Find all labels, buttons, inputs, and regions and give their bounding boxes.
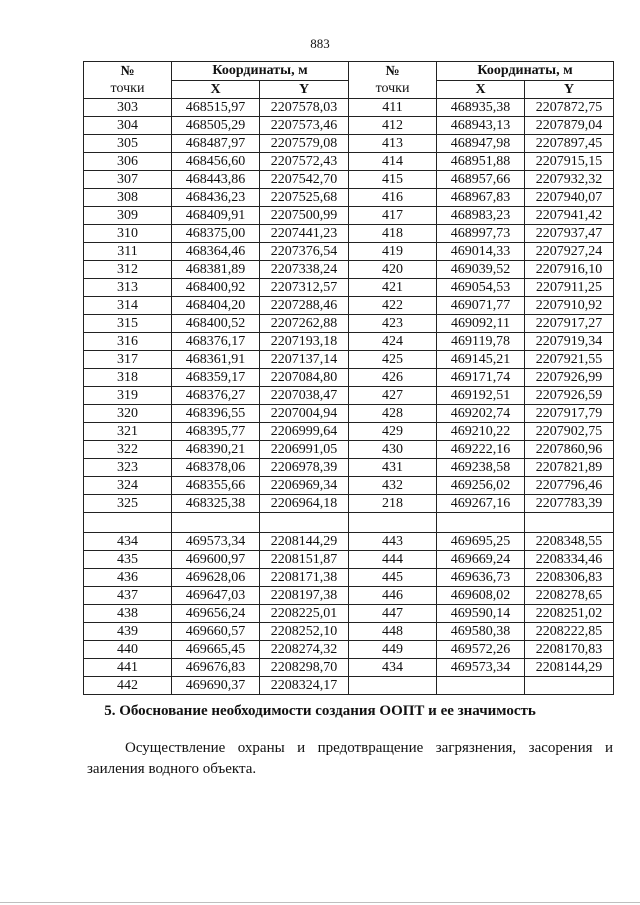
table-row [84, 494, 614, 512]
right-y-coordinate-cell: 2207937,47 [525, 224, 614, 242]
header-point-number-right: № [349, 62, 437, 81]
left-x-coordinate-cell: 468375,00 [172, 224, 260, 242]
table-row [84, 622, 614, 640]
left-point-number-cell: 435 [84, 550, 172, 568]
right-x-coordinate-cell: 469695,25 [437, 532, 525, 550]
left-point-number-cell: 311 [84, 242, 172, 260]
right-point-number-cell: 421 [349, 278, 437, 296]
left-point-number-cell: 320 [84, 404, 172, 422]
right-x-coordinate-cell: 468957,66 [437, 170, 525, 188]
right-x-coordinate-cell: 469669,24 [437, 550, 525, 568]
right-point-number-cell: 418 [349, 224, 437, 242]
right-point-number-cell: 447 [349, 604, 437, 622]
coordinates-table-body [84, 98, 614, 694]
right-x-coordinate-cell: 469590,14 [437, 604, 525, 622]
section-paragraph: Осуществление охраны и предотвращение загрязнения, засорения и заиления водного объекта. [87, 740, 613, 777]
left-point-number-cell: 303 [84, 98, 172, 116]
left-x-coordinate-cell: 468381,89 [172, 260, 260, 278]
right-point-number-cell: 428 [349, 404, 437, 422]
right-y-coordinate-cell: 2207860,96 [525, 440, 614, 458]
left-y-coordinate-cell: 2206999,64 [260, 422, 349, 440]
right-x-coordinate-cell: 469256,02 [437, 476, 525, 494]
right-point-number-cell: 445 [349, 568, 437, 586]
left-point-number-cell: 312 [84, 260, 172, 278]
right-y-coordinate-cell: 2207917,27 [525, 314, 614, 332]
right-point-number-cell: 413 [349, 134, 437, 152]
right-point-number-cell: 424 [349, 332, 437, 350]
left-y-coordinate-cell: 2207312,57 [260, 278, 349, 296]
left-y-coordinate-cell: 2207262,88 [260, 314, 349, 332]
left-y-coordinate-cell: 2207500,99 [260, 206, 349, 224]
left-y-coordinate-cell: 2208151,87 [260, 550, 349, 568]
table-row [84, 98, 614, 116]
left-y-coordinate-cell: 2207137,14 [260, 350, 349, 368]
left-y-coordinate-cell: 2208171,38 [260, 568, 349, 586]
left-point-number-cell: 310 [84, 224, 172, 242]
right-y-coordinate-cell: 2208251,02 [525, 604, 614, 622]
table-row [84, 278, 614, 296]
right-point-number-cell: 444 [349, 550, 437, 568]
right-point-number-cell: 432 [349, 476, 437, 494]
right-x-coordinate-cell: 469573,34 [437, 658, 525, 676]
left-x-coordinate-cell: 469656,24 [172, 604, 260, 622]
left-point-number-cell: 325 [84, 494, 172, 512]
header-point-number-left: № [84, 62, 172, 81]
right-x-coordinate-cell: 469580,38 [437, 622, 525, 640]
left-x-coordinate-cell: 468404,20 [172, 296, 260, 314]
right-y-coordinate-cell: 2207911,25 [525, 278, 614, 296]
left-point-number-cell: 305 [84, 134, 172, 152]
left-y-coordinate-cell: 2207572,43 [260, 152, 349, 170]
right-x-coordinate-cell: 469608,02 [437, 586, 525, 604]
right-x-coordinate-cell: 468951,88 [437, 152, 525, 170]
right-point-number-cell: 434 [349, 658, 437, 676]
right-x-coordinate-cell: 469202,74 [437, 404, 525, 422]
left-point-number-cell: 434 [84, 532, 172, 550]
scan-edge-line [0, 902, 640, 903]
left-point-number-cell: 306 [84, 152, 172, 170]
right-x-coordinate-cell: 469145,21 [437, 350, 525, 368]
left-point-number-cell: 321 [84, 422, 172, 440]
left-x-coordinate-cell: 469690,37 [172, 676, 260, 694]
table-row [84, 440, 614, 458]
table-row [84, 314, 614, 332]
left-y-coordinate-cell: 2206964,18 [260, 494, 349, 512]
table-row [84, 350, 614, 368]
left-y-coordinate-cell: 2207376,54 [260, 242, 349, 260]
right-x-coordinate-cell: 468983,23 [437, 206, 525, 224]
right-x-coordinate-cell: 469071,77 [437, 296, 525, 314]
left-y-coordinate-cell: 2207038,47 [260, 386, 349, 404]
right-x-coordinate-cell: 468935,38 [437, 98, 525, 116]
right-y-coordinate-cell: 2207915,15 [525, 152, 614, 170]
left-point-number-cell: 442 [84, 676, 172, 694]
left-point-number-cell: 315 [84, 314, 172, 332]
left-point-number-cell: 309 [84, 206, 172, 224]
left-x-coordinate-cell: 469647,03 [172, 586, 260, 604]
left-x-coordinate-cell: 468505,29 [172, 116, 260, 134]
left-x-coordinate-cell: 469573,34 [172, 532, 260, 550]
left-y-coordinate-cell: 2207525,68 [260, 188, 349, 206]
right-y-coordinate-cell: 2208334,46 [525, 550, 614, 568]
table-row [84, 368, 614, 386]
left-point-number-cell: 307 [84, 170, 172, 188]
right-x-coordinate-cell: 468997,73 [437, 224, 525, 242]
right-y-coordinate-cell [525, 676, 614, 694]
right-point-number-cell: 423 [349, 314, 437, 332]
right-point-number-cell: 448 [349, 622, 437, 640]
left-y-coordinate-cell: 2207338,24 [260, 260, 349, 278]
section-heading: 5. Обоснование необходимости создания ООПТ и ее значимость [104, 703, 536, 719]
left-point-number-cell: 317 [84, 350, 172, 368]
left-point-number-cell: 322 [84, 440, 172, 458]
left-y-coordinate-cell: 2207578,03 [260, 98, 349, 116]
right-y-coordinate-cell: 2207872,75 [525, 98, 614, 116]
left-x-coordinate-cell: 468364,46 [172, 242, 260, 260]
header-x-left: X [172, 80, 260, 98]
right-y-coordinate-cell: 2207921,55 [525, 350, 614, 368]
right-y-coordinate-cell: 2207917,79 [525, 404, 614, 422]
left-point-number-cell: 318 [84, 368, 172, 386]
right-point-number-cell: 414 [349, 152, 437, 170]
table-row [84, 206, 614, 224]
left-y-coordinate-cell: 2207579,08 [260, 134, 349, 152]
table-row [84, 604, 614, 622]
right-x-coordinate-cell: 469210,22 [437, 422, 525, 440]
right-y-coordinate-cell [525, 512, 614, 532]
left-x-coordinate-cell: 468436,23 [172, 188, 260, 206]
right-x-coordinate-cell: 469267,16 [437, 494, 525, 512]
table-row [84, 422, 614, 440]
right-y-coordinate-cell: 2207879,04 [525, 116, 614, 134]
right-point-number-cell: 449 [349, 640, 437, 658]
table-row [84, 224, 614, 242]
right-x-coordinate-cell: 469238,58 [437, 458, 525, 476]
right-point-number-cell: 430 [349, 440, 437, 458]
left-y-coordinate-cell: 2206991,05 [260, 440, 349, 458]
right-y-coordinate-cell: 2207926,99 [525, 368, 614, 386]
left-x-coordinate-cell: 469665,45 [172, 640, 260, 658]
table-row [84, 152, 614, 170]
header-y-right: Y [525, 80, 614, 98]
left-point-number-cell: 313 [84, 278, 172, 296]
table-row [84, 658, 614, 676]
left-x-coordinate-cell: 468395,77 [172, 422, 260, 440]
right-x-coordinate-cell: 469572,26 [437, 640, 525, 658]
left-y-coordinate-cell [260, 512, 349, 532]
table-row [84, 458, 614, 476]
right-y-coordinate-cell: 2207821,89 [525, 458, 614, 476]
header-point-label-left: точки [84, 80, 172, 98]
right-y-coordinate-cell: 2208144,29 [525, 658, 614, 676]
left-point-number-cell: 316 [84, 332, 172, 350]
left-point-number-cell [84, 512, 172, 532]
right-x-coordinate-cell: 469119,78 [437, 332, 525, 350]
left-point-number-cell: 441 [84, 658, 172, 676]
right-point-number-cell: 425 [349, 350, 437, 368]
coordinates-table [83, 61, 614, 695]
right-x-coordinate-cell: 469014,33 [437, 242, 525, 260]
left-y-coordinate-cell: 2208197,38 [260, 586, 349, 604]
table-row [84, 386, 614, 404]
right-x-coordinate-cell: 469092,11 [437, 314, 525, 332]
table-row [84, 476, 614, 494]
right-y-coordinate-cell: 2207940,07 [525, 188, 614, 206]
left-y-coordinate-cell: 2208144,29 [260, 532, 349, 550]
left-x-coordinate-cell: 468376,17 [172, 332, 260, 350]
left-point-number-cell: 440 [84, 640, 172, 658]
left-x-coordinate-cell: 468515,97 [172, 98, 260, 116]
table-row [84, 404, 614, 422]
left-y-coordinate-cell: 2208298,70 [260, 658, 349, 676]
left-y-coordinate-cell: 2207193,18 [260, 332, 349, 350]
left-x-coordinate-cell: 469600,97 [172, 550, 260, 568]
right-y-coordinate-cell: 2207919,34 [525, 332, 614, 350]
left-x-coordinate-cell: 468361,91 [172, 350, 260, 368]
left-point-number-cell: 438 [84, 604, 172, 622]
right-y-coordinate-cell: 2208306,83 [525, 568, 614, 586]
left-point-number-cell: 314 [84, 296, 172, 314]
table-row [84, 188, 614, 206]
left-x-coordinate-cell: 468396,55 [172, 404, 260, 422]
left-y-coordinate-cell: 2208252,10 [260, 622, 349, 640]
header-coordinates-left: Координаты, м [172, 62, 349, 81]
right-point-number-cell: 218 [349, 494, 437, 512]
right-point-number-cell [349, 676, 437, 694]
table-row [84, 568, 614, 586]
left-x-coordinate-cell: 468400,92 [172, 278, 260, 296]
left-x-coordinate-cell: 469660,57 [172, 622, 260, 640]
left-point-number-cell: 308 [84, 188, 172, 206]
left-y-coordinate-cell: 2207542,70 [260, 170, 349, 188]
right-y-coordinate-cell: 2207941,42 [525, 206, 614, 224]
right-x-coordinate-cell: 468943,13 [437, 116, 525, 134]
left-y-coordinate-cell: 2207084,80 [260, 368, 349, 386]
left-x-coordinate-cell: 468378,06 [172, 458, 260, 476]
table-row [84, 640, 614, 658]
right-y-coordinate-cell: 2207932,32 [525, 170, 614, 188]
right-point-number-cell: 429 [349, 422, 437, 440]
right-y-coordinate-cell: 2208170,83 [525, 640, 614, 658]
right-point-number-cell: 427 [349, 386, 437, 404]
right-x-coordinate-cell: 469171,74 [437, 368, 525, 386]
left-point-number-cell: 439 [84, 622, 172, 640]
table-row [84, 260, 614, 278]
right-point-number-cell: 416 [349, 188, 437, 206]
header-point-label-right: точки [349, 80, 437, 98]
right-point-number-cell: 412 [349, 116, 437, 134]
right-x-coordinate-cell: 468947,98 [437, 134, 525, 152]
table-row [84, 676, 614, 694]
right-point-number-cell: 446 [349, 586, 437, 604]
right-x-coordinate-cell: 468967,83 [437, 188, 525, 206]
right-point-number-cell: 411 [349, 98, 437, 116]
table-row [84, 296, 614, 314]
right-x-coordinate-cell [437, 512, 525, 532]
right-point-number-cell [349, 512, 437, 532]
right-y-coordinate-cell: 2207783,39 [525, 494, 614, 512]
left-point-number-cell: 436 [84, 568, 172, 586]
table-row [84, 512, 614, 532]
left-x-coordinate-cell: 468409,91 [172, 206, 260, 224]
right-y-coordinate-cell: 2208222,85 [525, 622, 614, 640]
left-y-coordinate-cell: 2206969,34 [260, 476, 349, 494]
left-point-number-cell: 319 [84, 386, 172, 404]
table-row [84, 332, 614, 350]
table-row [84, 134, 614, 152]
right-point-number-cell: 415 [349, 170, 437, 188]
header-x-right: X [437, 80, 525, 98]
right-y-coordinate-cell: 2207902,75 [525, 422, 614, 440]
left-x-coordinate-cell: 468359,17 [172, 368, 260, 386]
right-point-number-cell: 420 [349, 260, 437, 278]
left-x-coordinate-cell: 468376,27 [172, 386, 260, 404]
right-y-coordinate-cell: 2207897,45 [525, 134, 614, 152]
left-x-coordinate-cell [172, 512, 260, 532]
right-point-number-cell: 419 [349, 242, 437, 260]
left-x-coordinate-cell: 469676,83 [172, 658, 260, 676]
right-x-coordinate-cell: 469222,16 [437, 440, 525, 458]
right-point-number-cell: 443 [349, 532, 437, 550]
right-x-coordinate-cell: 469192,51 [437, 386, 525, 404]
left-x-coordinate-cell: 468400,52 [172, 314, 260, 332]
left-y-coordinate-cell: 2208324,17 [260, 676, 349, 694]
right-y-coordinate-cell: 2207910,92 [525, 296, 614, 314]
table-row [84, 586, 614, 604]
left-point-number-cell: 323 [84, 458, 172, 476]
right-point-number-cell: 422 [349, 296, 437, 314]
right-y-coordinate-cell: 2208348,55 [525, 532, 614, 550]
right-point-number-cell: 431 [349, 458, 437, 476]
right-y-coordinate-cell: 2207796,46 [525, 476, 614, 494]
right-x-coordinate-cell: 469636,73 [437, 568, 525, 586]
right-point-number-cell: 417 [349, 206, 437, 224]
left-y-coordinate-cell: 2207004,94 [260, 404, 349, 422]
left-point-number-cell: 304 [84, 116, 172, 134]
left-y-coordinate-cell: 2207573,46 [260, 116, 349, 134]
right-y-coordinate-cell: 2207916,10 [525, 260, 614, 278]
right-point-number-cell: 426 [349, 368, 437, 386]
left-x-coordinate-cell: 468487,97 [172, 134, 260, 152]
table-row [84, 116, 614, 134]
left-y-coordinate-cell: 2208225,01 [260, 604, 349, 622]
table-row [84, 550, 614, 568]
right-x-coordinate-cell: 469039,52 [437, 260, 525, 278]
left-x-coordinate-cell: 468325,38 [172, 494, 260, 512]
left-x-coordinate-cell: 468355,66 [172, 476, 260, 494]
right-y-coordinate-cell: 2207926,59 [525, 386, 614, 404]
left-y-coordinate-cell: 2206978,39 [260, 458, 349, 476]
right-y-coordinate-cell: 2207927,24 [525, 242, 614, 260]
left-y-coordinate-cell: 2207288,46 [260, 296, 349, 314]
left-x-coordinate-cell: 468443,86 [172, 170, 260, 188]
right-x-coordinate-cell [437, 676, 525, 694]
left-point-number-cell: 437 [84, 586, 172, 604]
table-row [84, 170, 614, 188]
left-y-coordinate-cell: 2208274,32 [260, 640, 349, 658]
header-coordinates-right: Координаты, м [437, 62, 614, 81]
table-row [84, 242, 614, 260]
header-y-left: Y [260, 80, 349, 98]
right-x-coordinate-cell: 469054,53 [437, 278, 525, 296]
left-x-coordinate-cell: 468390,21 [172, 440, 260, 458]
left-point-number-cell: 324 [84, 476, 172, 494]
table-row [84, 532, 614, 550]
left-x-coordinate-cell: 469628,06 [172, 568, 260, 586]
left-x-coordinate-cell: 468456,60 [172, 152, 260, 170]
page-number: 883 [310, 36, 330, 51]
right-y-coordinate-cell: 2208278,65 [525, 586, 614, 604]
left-y-coordinate-cell: 2207441,23 [260, 224, 349, 242]
